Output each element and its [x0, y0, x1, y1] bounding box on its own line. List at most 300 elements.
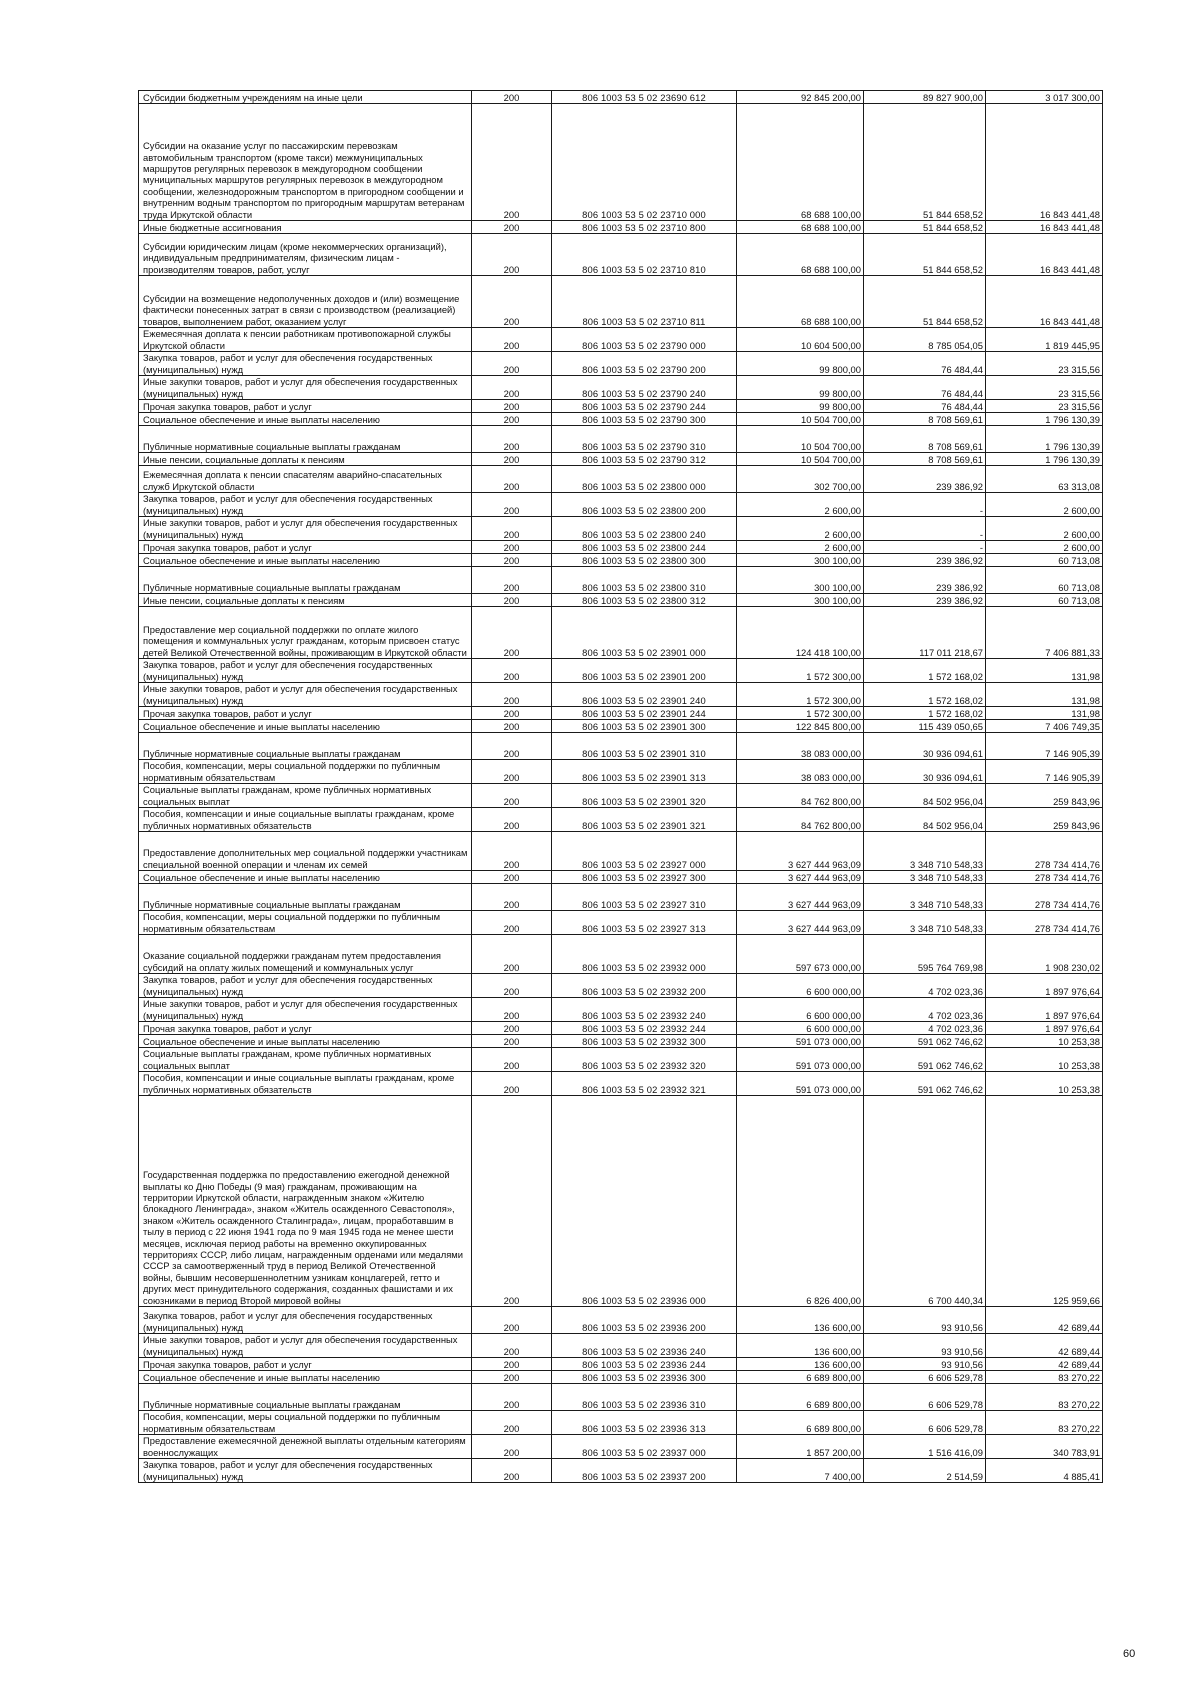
- table-row: [139, 1435, 1103, 1459]
- row-executed-amount-cell: 117 011 218,67: [864, 607, 986, 659]
- row-name-cell: Предоставление мер социальной поддержки по оплате жилого помещения и коммунальных услуг гражданам, которым присвоен статус детей Великой Отечественной войны, проживающим в Иркутской области: [139, 607, 472, 659]
- table-row: [139, 1411, 1103, 1435]
- row-executed-amount-cell: 4 702 023,36: [864, 998, 986, 1022]
- row-remainder-amount-cell: 2 600,00: [986, 541, 1103, 554]
- table-row: [139, 808, 1103, 832]
- row-classification-code-cell: 806 1003 53 5 02 23800 300: [552, 554, 737, 567]
- table-row: [139, 426, 1103, 453]
- row-remainder-amount-cell: 60 713,08: [986, 594, 1103, 607]
- row-classification-code-cell: 806 1003 53 5 02 23901 313: [552, 760, 737, 784]
- row-executed-amount-cell: 8 708 569,61: [864, 426, 986, 453]
- row-admin-code-cell: 200: [472, 1072, 552, 1096]
- row-classification-code-cell: 806 1003 53 5 02 23936 000: [552, 1096, 737, 1307]
- row-classification-code-cell: 806 1003 53 5 02 23936 240: [552, 1334, 737, 1358]
- table-row: [139, 1384, 1103, 1411]
- row-classification-code-cell: 806 1003 53 5 02 23800 000: [552, 466, 737, 493]
- table-row: [139, 352, 1103, 376]
- row-approved-amount-cell: 6 689 800,00: [737, 1411, 864, 1435]
- row-classification-code-cell: 806 1003 53 5 02 23927 000: [552, 832, 737, 871]
- row-classification-code-cell: 806 1003 53 5 02 23932 300: [552, 1035, 737, 1048]
- row-name-cell: Социальное обеспечение и иные выплаты населению: [139, 413, 472, 426]
- row-admin-code-cell: 200: [472, 1384, 552, 1411]
- table-row: [139, 1048, 1103, 1072]
- row-classification-code-cell: 806 1003 53 5 02 23790 200: [552, 352, 737, 376]
- table-row: [139, 1096, 1103, 1307]
- row-executed-amount-cell: 595 764 769,98: [864, 935, 986, 974]
- table-row: [139, 707, 1103, 720]
- row-admin-code-cell: 200: [472, 1459, 552, 1483]
- row-approved-amount-cell: 38 083 000,00: [737, 733, 864, 760]
- row-name-cell: Закупка товаров, работ и услуг для обеспечения государственных (муниципальных) нужд: [139, 1307, 472, 1334]
- row-remainder-amount-cell: 7 146 905,39: [986, 733, 1103, 760]
- row-executed-amount-cell: 239 386,92: [864, 554, 986, 567]
- row-name-cell: Публичные нормативные социальные выплаты гражданам: [139, 567, 472, 594]
- table-row: [139, 328, 1103, 352]
- row-name-cell: Иные пенсии, социальные доплаты к пенсиям: [139, 594, 472, 607]
- row-approved-amount-cell: 3 627 444 963,09: [737, 884, 864, 911]
- row-remainder-amount-cell: 42 689,44: [986, 1358, 1103, 1371]
- row-name-cell: Оказание социальной поддержки гражданам путем предоставления субсидий на оплату жилых помещений и коммунальных услуг: [139, 935, 472, 974]
- row-remainder-amount-cell: 3 017 300,00: [986, 91, 1103, 104]
- table-row: [139, 276, 1103, 328]
- row-admin-code-cell: 200: [472, 1307, 552, 1334]
- row-remainder-amount-cell: 1 796 130,39: [986, 426, 1103, 453]
- row-admin-code-cell: 200: [472, 683, 552, 707]
- row-executed-amount-cell: 8 708 569,61: [864, 413, 986, 426]
- row-classification-code-cell: 806 1003 53 5 02 23800 244: [552, 541, 737, 554]
- row-approved-amount-cell: 2 600,00: [737, 493, 864, 517]
- row-approved-amount-cell: 3 627 444 963,09: [737, 911, 864, 935]
- table-row: [139, 376, 1103, 400]
- row-classification-code-cell: 806 1003 53 5 02 23901 244: [552, 707, 737, 720]
- row-name-cell: Иные закупки товаров, работ и услуг для обеспечения государственных (муниципальных) нужд: [139, 683, 472, 707]
- row-approved-amount-cell: 1 857 200,00: [737, 1435, 864, 1459]
- row-classification-code-cell: 806 1003 53 5 02 23790 000: [552, 328, 737, 352]
- row-classification-code-cell: 806 1003 53 5 02 23932 321: [552, 1072, 737, 1096]
- row-approved-amount-cell: 302 700,00: [737, 466, 864, 493]
- row-approved-amount-cell: 99 800,00: [737, 352, 864, 376]
- row-executed-amount-cell: 1 572 168,02: [864, 683, 986, 707]
- row-classification-code-cell: 806 1003 53 5 02 23932 320: [552, 1048, 737, 1072]
- row-remainder-amount-cell: 340 783,91: [986, 1435, 1103, 1459]
- row-classification-code-cell: 806 1003 53 5 02 23936 310: [552, 1384, 737, 1411]
- row-executed-amount-cell: 1 572 168,02: [864, 707, 986, 720]
- table-row: [139, 466, 1103, 493]
- table-row: [139, 1334, 1103, 1358]
- table-row: [139, 91, 1103, 104]
- row-executed-amount-cell: -: [864, 493, 986, 517]
- row-remainder-amount-cell: 1 796 130,39: [986, 413, 1103, 426]
- row-remainder-amount-cell: 60 713,08: [986, 554, 1103, 567]
- table-row: [139, 1358, 1103, 1371]
- row-remainder-amount-cell: 1 897 976,64: [986, 974, 1103, 998]
- row-remainder-amount-cell: 7 406 749,35: [986, 720, 1103, 733]
- row-admin-code-cell: 200: [472, 328, 552, 352]
- row-admin-code-cell: 200: [472, 91, 552, 104]
- row-remainder-amount-cell: 259 843,96: [986, 784, 1103, 808]
- row-executed-amount-cell: -: [864, 517, 986, 541]
- row-remainder-amount-cell: 63 313,08: [986, 466, 1103, 493]
- row-remainder-amount-cell: 60 713,08: [986, 567, 1103, 594]
- row-classification-code-cell: 806 1003 53 5 02 23710 810: [552, 234, 737, 276]
- row-admin-code-cell: 200: [472, 1048, 552, 1072]
- row-approved-amount-cell: 3 627 444 963,09: [737, 871, 864, 884]
- row-remainder-amount-cell: 125 959,66: [986, 1096, 1103, 1307]
- table-row: [139, 594, 1103, 607]
- row-approved-amount-cell: 6 826 400,00: [737, 1096, 864, 1307]
- row-approved-amount-cell: 68 688 100,00: [737, 234, 864, 276]
- row-name-cell: Прочая закупка товаров, работ и услуг: [139, 541, 472, 554]
- row-admin-code-cell: 200: [472, 808, 552, 832]
- page-number: 60: [1123, 1648, 1136, 1660]
- row-remainder-amount-cell: 7 146 905,39: [986, 760, 1103, 784]
- table-row: [139, 720, 1103, 733]
- row-approved-amount-cell: 591 073 000,00: [737, 1035, 864, 1048]
- row-classification-code-cell: 806 1003 53 5 02 23790 244: [552, 400, 737, 413]
- budget-execution-table: [138, 90, 1103, 1483]
- row-classification-code-cell: 806 1003 53 5 02 23790 310: [552, 426, 737, 453]
- row-remainder-amount-cell: 1 819 445,95: [986, 328, 1103, 352]
- row-remainder-amount-cell: 1 796 130,39: [986, 453, 1103, 466]
- row-name-cell: Пособия, компенсации, меры социальной поддержки по публичным нормативным обязательствам: [139, 760, 472, 784]
- row-admin-code-cell: 200: [472, 413, 552, 426]
- row-admin-code-cell: 200: [472, 832, 552, 871]
- row-name-cell: Иные пенсии, социальные доплаты к пенсиям: [139, 453, 472, 466]
- row-name-cell: Закупка товаров, работ и услуг для обеспечения государственных (муниципальных) нужд: [139, 659, 472, 683]
- row-remainder-amount-cell: 23 315,56: [986, 400, 1103, 413]
- row-admin-code-cell: 200: [472, 376, 552, 400]
- row-remainder-amount-cell: 7 406 881,33: [986, 607, 1103, 659]
- row-executed-amount-cell: 93 910,56: [864, 1307, 986, 1334]
- row-executed-amount-cell: 3 348 710 548,33: [864, 911, 986, 935]
- row-admin-code-cell: 200: [472, 1035, 552, 1048]
- row-classification-code-cell: 806 1003 53 5 02 23932 000: [552, 935, 737, 974]
- row-classification-code-cell: 806 1003 53 5 02 23800 312: [552, 594, 737, 607]
- table-row: [139, 607, 1103, 659]
- row-admin-code-cell: 200: [472, 426, 552, 453]
- row-executed-amount-cell: 4 702 023,36: [864, 974, 986, 998]
- table-row: [139, 998, 1103, 1022]
- row-executed-amount-cell: 591 062 746,62: [864, 1048, 986, 1072]
- table-row: [139, 974, 1103, 998]
- table-row: [139, 659, 1103, 683]
- row-name-cell: Социальные выплаты гражданам, кроме публичных нормативных социальных выплат: [139, 1048, 472, 1072]
- row-executed-amount-cell: 239 386,92: [864, 567, 986, 594]
- table-row: [139, 935, 1103, 974]
- row-classification-code-cell: 806 1003 53 5 02 23932 200: [552, 974, 737, 998]
- row-approved-amount-cell: 84 762 800,00: [737, 808, 864, 832]
- row-classification-code-cell: 806 1003 53 5 02 23710 000: [552, 104, 737, 221]
- row-approved-amount-cell: 300 100,00: [737, 594, 864, 607]
- row-classification-code-cell: 806 1003 53 5 02 23927 300: [552, 871, 737, 884]
- row-remainder-amount-cell: 83 270,22: [986, 1411, 1103, 1435]
- row-admin-code-cell: 200: [472, 935, 552, 974]
- row-admin-code-cell: 200: [472, 760, 552, 784]
- row-name-cell: Субсидии юридическим лицам (кроме некоммерческих организаций), индивидуальным предпринимателям, физическим лицам - производителям товаров, работ, услуг: [139, 234, 472, 276]
- row-name-cell: Иные закупки товаров, работ и услуг для обеспечения государственных (муниципальных) нужд: [139, 1334, 472, 1358]
- row-classification-code-cell: 806 1003 53 5 02 23901 300: [552, 720, 737, 733]
- table-row: [139, 517, 1103, 541]
- row-approved-amount-cell: 99 800,00: [737, 400, 864, 413]
- table-row: [139, 104, 1103, 221]
- row-classification-code-cell: 806 1003 53 5 02 23901 000: [552, 607, 737, 659]
- row-name-cell: Социальное обеспечение и иные выплаты населению: [139, 1371, 472, 1384]
- row-admin-code-cell: 200: [472, 871, 552, 884]
- row-executed-amount-cell: 51 844 658,52: [864, 104, 986, 221]
- row-approved-amount-cell: 6 689 800,00: [737, 1384, 864, 1411]
- table-row: [139, 760, 1103, 784]
- row-admin-code-cell: 200: [472, 784, 552, 808]
- row-name-cell: Социальное обеспечение и иные выплаты населению: [139, 871, 472, 884]
- row-executed-amount-cell: 6 606 529,78: [864, 1371, 986, 1384]
- row-executed-amount-cell: 591 062 746,62: [864, 1035, 986, 1048]
- row-remainder-amount-cell: 16 843 441,48: [986, 104, 1103, 221]
- table-row: [139, 1022, 1103, 1035]
- row-name-cell: Субсидии на оказание услуг по пассажирским перевозкам автомобильным транспортом (кроме такси) межмуниципальных маршрутов регулярных перевозок в междугородном сообщении муниципальных маршрутов регулярных перевозок в междугородном сообщении, железнодорожным транспортом в пригородном сообщении и внутренним водным транспортом по пригородным маршрутам ветеранам труда Иркутской области: [139, 104, 472, 221]
- row-approved-amount-cell: 591 073 000,00: [737, 1072, 864, 1096]
- row-admin-code-cell: 200: [472, 517, 552, 541]
- row-executed-amount-cell: 3 348 710 548,33: [864, 832, 986, 871]
- row-approved-amount-cell: 300 100,00: [737, 554, 864, 567]
- row-approved-amount-cell: 6 689 800,00: [737, 1371, 864, 1384]
- row-name-cell: Предоставление ежемесячной денежной выплаты отдельным категориям военнослужащих: [139, 1435, 472, 1459]
- row-approved-amount-cell: 136 600,00: [737, 1307, 864, 1334]
- row-executed-amount-cell: 51 844 658,52: [864, 234, 986, 276]
- row-approved-amount-cell: 124 418 100,00: [737, 607, 864, 659]
- row-remainder-amount-cell: 131,98: [986, 659, 1103, 683]
- row-classification-code-cell: 806 1003 53 5 02 23901 320: [552, 784, 737, 808]
- row-remainder-amount-cell: 278 734 414,76: [986, 832, 1103, 871]
- row-classification-code-cell: 806 1003 53 5 02 23936 313: [552, 1411, 737, 1435]
- row-remainder-amount-cell: 131,98: [986, 707, 1103, 720]
- row-executed-amount-cell: 93 910,56: [864, 1334, 986, 1358]
- table-row: [139, 1459, 1103, 1483]
- row-executed-amount-cell: 30 936 094,61: [864, 733, 986, 760]
- row-name-cell: Социальные выплаты гражданам, кроме публичных нормативных социальных выплат: [139, 784, 472, 808]
- row-executed-amount-cell: 76 484,44: [864, 400, 986, 413]
- row-classification-code-cell: 806 1003 53 5 02 23936 244: [552, 1358, 737, 1371]
- row-approved-amount-cell: 6 600 000,00: [737, 998, 864, 1022]
- row-name-cell: Пособия, компенсации и иные социальные выплаты гражданам, кроме публичных нормативных обязательств: [139, 1072, 472, 1096]
- row-admin-code-cell: 200: [472, 1334, 552, 1358]
- table-row: [139, 784, 1103, 808]
- row-name-cell: Закупка товаров, работ и услуг для обеспечения государственных (муниципальных) нужд: [139, 493, 472, 517]
- row-admin-code-cell: 200: [472, 493, 552, 517]
- row-executed-amount-cell: 6 606 529,78: [864, 1384, 986, 1411]
- row-classification-code-cell: 806 1003 53 5 02 23790 240: [552, 376, 737, 400]
- row-name-cell: Ежемесячная доплата к пенсии работникам противопожарной службы Иркутской области: [139, 328, 472, 352]
- row-name-cell: Субсидии на возмещение недополученных доходов и (или) возмещение фактически понесенных затрат в связи с производством (реализацией) товаров, выполнением работ, оказанием услуг: [139, 276, 472, 328]
- row-admin-code-cell: 200: [472, 1371, 552, 1384]
- row-name-cell: Субсидии бюджетным учреждениям на иные цели: [139, 91, 472, 104]
- row-admin-code-cell: 200: [472, 276, 552, 328]
- table-body: [139, 91, 1103, 1483]
- row-approved-amount-cell: 68 688 100,00: [737, 276, 864, 328]
- row-admin-code-cell: 200: [472, 221, 552, 234]
- row-executed-amount-cell: 1 572 168,02: [864, 659, 986, 683]
- row-classification-code-cell: 806 1003 53 5 02 23710 811: [552, 276, 737, 328]
- row-executed-amount-cell: 2 514,59: [864, 1459, 986, 1483]
- row-remainder-amount-cell: 1 908 230,02: [986, 935, 1103, 974]
- table-row: [139, 733, 1103, 760]
- table-row: [139, 1072, 1103, 1096]
- table-row: [139, 234, 1103, 276]
- row-name-cell: Предоставление дополнительных мер социальной поддержки участникам специальной военной операции и членам их семей: [139, 832, 472, 871]
- row-classification-code-cell: 806 1003 53 5 02 23927 313: [552, 911, 737, 935]
- row-name-cell: Закупка товаров, работ и услуг для обеспечения государственных (муниципальных) нужд: [139, 1459, 472, 1483]
- row-name-cell: Социальное обеспечение и иные выплаты населению: [139, 554, 472, 567]
- row-admin-code-cell: 200: [472, 974, 552, 998]
- table-row: [139, 453, 1103, 466]
- row-approved-amount-cell: 1 572 300,00: [737, 707, 864, 720]
- row-name-cell: Пособия, компенсации, меры социальной поддержки по публичным нормативным обязательствам: [139, 911, 472, 935]
- row-executed-amount-cell: 51 844 658,52: [864, 221, 986, 234]
- row-approved-amount-cell: 6 600 000,00: [737, 1022, 864, 1035]
- row-approved-amount-cell: 597 673 000,00: [737, 935, 864, 974]
- row-classification-code-cell: 806 1003 53 5 02 23901 321: [552, 808, 737, 832]
- row-executed-amount-cell: 6 700 440,34: [864, 1096, 986, 1307]
- row-remainder-amount-cell: 278 734 414,76: [986, 871, 1103, 884]
- row-name-cell: Публичные нормативные социальные выплаты гражданам: [139, 1384, 472, 1411]
- row-classification-code-cell: 806 1003 53 5 02 23800 240: [552, 517, 737, 541]
- row-classification-code-cell: 806 1003 53 5 02 23937 000: [552, 1435, 737, 1459]
- table-row: [139, 911, 1103, 935]
- row-admin-code-cell: 200: [472, 400, 552, 413]
- row-remainder-amount-cell: 10 253,38: [986, 1072, 1103, 1096]
- row-executed-amount-cell: 591 062 746,62: [864, 1072, 986, 1096]
- row-remainder-amount-cell: 4 885,41: [986, 1459, 1103, 1483]
- row-name-cell: Иные закупки товаров, работ и услуг для обеспечения государственных (муниципальных) нужд: [139, 517, 472, 541]
- row-remainder-amount-cell: 1 897 976,64: [986, 1022, 1103, 1035]
- row-executed-amount-cell: 84 502 956,04: [864, 808, 986, 832]
- row-remainder-amount-cell: 16 843 441,48: [986, 276, 1103, 328]
- row-approved-amount-cell: 591 073 000,00: [737, 1048, 864, 1072]
- row-name-cell: Публичные нормативные социальные выплаты гражданам: [139, 884, 472, 911]
- row-executed-amount-cell: 30 936 094,61: [864, 760, 986, 784]
- row-approved-amount-cell: 300 100,00: [737, 567, 864, 594]
- row-executed-amount-cell: 76 484,44: [864, 376, 986, 400]
- table-row: [139, 884, 1103, 911]
- row-approved-amount-cell: 99 800,00: [737, 376, 864, 400]
- row-classification-code-cell: 806 1003 53 5 02 23790 312: [552, 453, 737, 466]
- row-executed-amount-cell: 51 844 658,52: [864, 276, 986, 328]
- row-name-cell: Иные закупки товаров, работ и услуг для обеспечения государственных (муниципальных) нужд: [139, 376, 472, 400]
- row-remainder-amount-cell: 23 315,56: [986, 376, 1103, 400]
- row-remainder-amount-cell: 1 897 976,64: [986, 998, 1103, 1022]
- table-row: [139, 567, 1103, 594]
- row-approved-amount-cell: 1 572 300,00: [737, 659, 864, 683]
- row-admin-code-cell: 200: [472, 884, 552, 911]
- row-classification-code-cell: 806 1003 53 5 02 23800 200: [552, 493, 737, 517]
- table-row: [139, 1035, 1103, 1048]
- row-admin-code-cell: 200: [472, 104, 552, 221]
- row-approved-amount-cell: 7 400,00: [737, 1459, 864, 1483]
- table-row: [139, 413, 1103, 426]
- row-classification-code-cell: 806 1003 53 5 02 23690 612: [552, 91, 737, 104]
- row-admin-code-cell: 200: [472, 733, 552, 760]
- row-executed-amount-cell: 239 386,92: [864, 466, 986, 493]
- row-admin-code-cell: 200: [472, 1022, 552, 1035]
- row-classification-code-cell: 806 1003 53 5 02 23790 300: [552, 413, 737, 426]
- row-remainder-amount-cell: 2 600,00: [986, 517, 1103, 541]
- row-name-cell: Социальное обеспечение и иные выплаты населению: [139, 720, 472, 733]
- row-name-cell: Государственная поддержка по предоставлению ежегодной денежной выплаты ко Дню Победы (9 мая) гражданам, проживающим на территории Иркутской области, награжденным знаком «Жителю блокадного Ленинграда», знаком «Житель осажденного Севастополя», знаком «Житель осажденного Сталинграда», лицам, проработавшим в тылу в период с 22 июня 1941 года по 9 мая 1945 года не менее шести месяцев, исключая период работы на временно оккупированных территориях СССР, либо лицам, награжденным орденами или медалями СССР за самоотверженный труд в период Великой Отечественной войны, бывшим несовершеннолетним узникам концлагерей, гетто и других мест принудительного содержания, созданных фашистами и их союзниками в период Второй мировой войны: [139, 1096, 472, 1307]
- row-name-cell: Прочая закупка товаров, работ и услуг: [139, 1358, 472, 1371]
- row-approved-amount-cell: 10 504 700,00: [737, 413, 864, 426]
- row-classification-code-cell: 806 1003 53 5 02 23901 310: [552, 733, 737, 760]
- row-classification-code-cell: 806 1003 53 5 02 23932 240: [552, 998, 737, 1022]
- row-classification-code-cell: 806 1003 53 5 02 23937 200: [552, 1459, 737, 1483]
- row-approved-amount-cell: 3 627 444 963,09: [737, 832, 864, 871]
- row-admin-code-cell: 200: [472, 707, 552, 720]
- table-row: [139, 683, 1103, 707]
- row-admin-code-cell: 200: [472, 466, 552, 493]
- row-name-cell: Публичные нормативные социальные выплаты гражданам: [139, 426, 472, 453]
- row-name-cell: Прочая закупка товаров, работ и услуг: [139, 707, 472, 720]
- row-remainder-amount-cell: 83 270,22: [986, 1384, 1103, 1411]
- row-approved-amount-cell: 2 600,00: [737, 517, 864, 541]
- row-classification-code-cell: 806 1003 53 5 02 23901 240: [552, 683, 737, 707]
- row-executed-amount-cell: 8 708 569,61: [864, 453, 986, 466]
- row-approved-amount-cell: 2 600,00: [737, 541, 864, 554]
- row-remainder-amount-cell: 10 253,38: [986, 1048, 1103, 1072]
- row-admin-code-cell: 200: [472, 541, 552, 554]
- row-classification-code-cell: 806 1003 53 5 02 23936 200: [552, 1307, 737, 1334]
- table-row: [139, 832, 1103, 871]
- row-classification-code-cell: 806 1003 53 5 02 23710 800: [552, 221, 737, 234]
- row-remainder-amount-cell: 10 253,38: [986, 1035, 1103, 1048]
- row-approved-amount-cell: 68 688 100,00: [737, 104, 864, 221]
- row-admin-code-cell: 200: [472, 554, 552, 567]
- row-name-cell: Ежемесячная доплата к пенсии спасателям аварийно-спасательных служб Иркутской области: [139, 466, 472, 493]
- row-name-cell: Пособия, компенсации и иные социальные выплаты гражданам, кроме публичных нормативных обязательств: [139, 808, 472, 832]
- row-executed-amount-cell: 3 348 710 548,33: [864, 871, 986, 884]
- row-executed-amount-cell: 6 606 529,78: [864, 1411, 986, 1435]
- row-executed-amount-cell: 1 516 416,09: [864, 1435, 986, 1459]
- row-admin-code-cell: 200: [472, 659, 552, 683]
- row-approved-amount-cell: 84 762 800,00: [737, 784, 864, 808]
- row-name-cell: Иные бюджетные ассигнования: [139, 221, 472, 234]
- row-approved-amount-cell: 92 845 200,00: [737, 91, 864, 104]
- row-name-cell: Закупка товаров, работ и услуг для обеспечения государственных (муниципальных) нужд: [139, 352, 472, 376]
- row-remainder-amount-cell: 278 734 414,76: [986, 911, 1103, 935]
- row-admin-code-cell: 200: [472, 234, 552, 276]
- row-approved-amount-cell: 122 845 800,00: [737, 720, 864, 733]
- row-approved-amount-cell: 136 600,00: [737, 1358, 864, 1371]
- row-executed-amount-cell: 8 785 054,05: [864, 328, 986, 352]
- row-name-cell: Иные закупки товаров, работ и услуг для обеспечения государственных (муниципальных) нужд: [139, 998, 472, 1022]
- row-admin-code-cell: 200: [472, 352, 552, 376]
- row-remainder-amount-cell: 42 689,44: [986, 1334, 1103, 1358]
- row-admin-code-cell: 200: [472, 1358, 552, 1371]
- row-executed-amount-cell: 84 502 956,04: [864, 784, 986, 808]
- table-row: [139, 400, 1103, 413]
- row-admin-code-cell: 200: [472, 720, 552, 733]
- table-row: [139, 554, 1103, 567]
- row-admin-code-cell: 200: [472, 998, 552, 1022]
- row-remainder-amount-cell: 83 270,22: [986, 1371, 1103, 1384]
- row-admin-code-cell: 200: [472, 1411, 552, 1435]
- row-classification-code-cell: 806 1003 53 5 02 23932 244: [552, 1022, 737, 1035]
- row-admin-code-cell: 200: [472, 1096, 552, 1307]
- row-executed-amount-cell: 115 439 050,65: [864, 720, 986, 733]
- row-remainder-amount-cell: 16 843 441,48: [986, 221, 1103, 234]
- row-classification-code-cell: 806 1003 53 5 02 23936 300: [552, 1371, 737, 1384]
- table-row: [139, 871, 1103, 884]
- row-admin-code-cell: 200: [472, 1435, 552, 1459]
- row-admin-code-cell: 200: [472, 594, 552, 607]
- row-executed-amount-cell: 89 827 900,00: [864, 91, 986, 104]
